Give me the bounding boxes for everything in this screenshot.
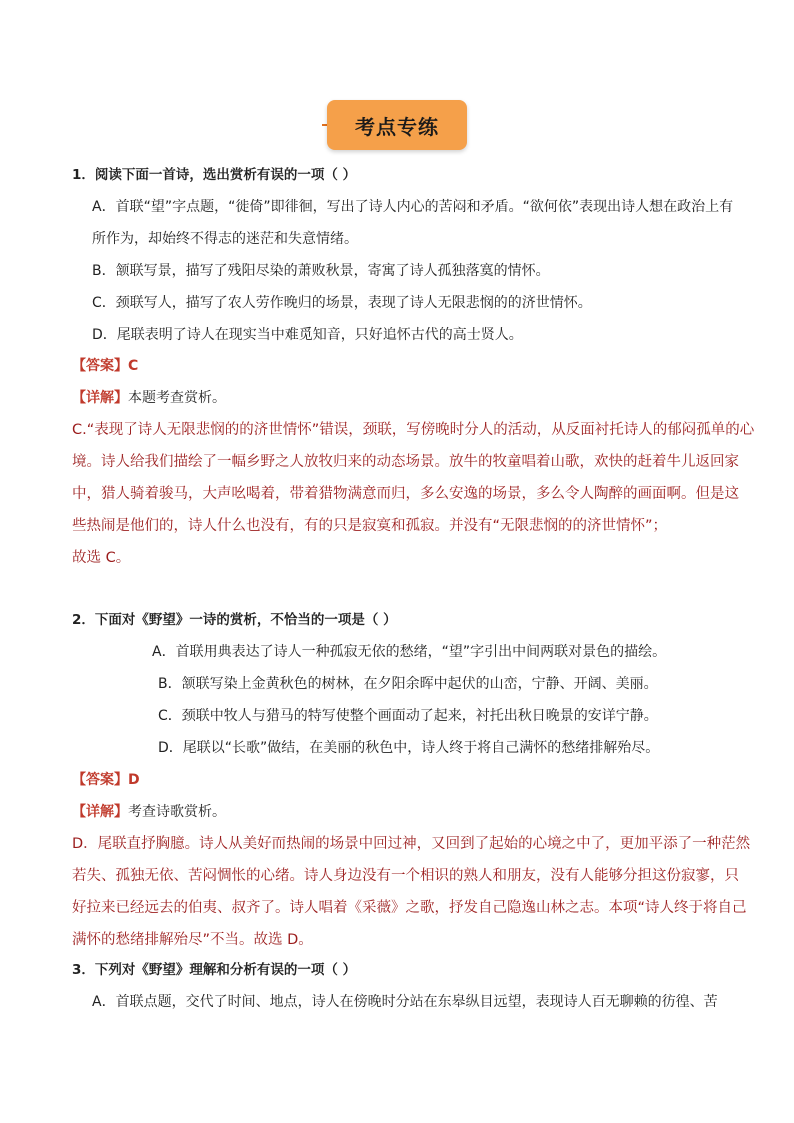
q1-explanation-line: 故选 C。 — [72, 550, 131, 566]
q2-explanation-line: 若失、孤独无依、苦闷惆怅的心绪。诗人身边没有一个相识的熟人和朋友，没有人能够分担这份寂寥，只 — [72, 868, 739, 884]
answer-value: C — [128, 358, 139, 374]
q1-explanation-line: 境。诗人给我们描绘了一幅乡野之人放牧归来的动态场景。放牛的牧童唱着山歌，欢快的赶着牛儿返回家 — [72, 454, 739, 470]
q1-option-c: C．颈联写人，描写了农人劳作晚归的场景，表现了诗人无限悲悯的的济世情怀。 — [92, 295, 592, 311]
q1-explanation-line: 些热闹是他们的，诗人什么也没有，有的只是寂寞和孤寂。并没有“无限悲悯的的济世情怀”； — [72, 518, 668, 534]
answer-label: 【答案】 — [72, 772, 128, 788]
q2-option-b: B．颔联写染上金黄秋色的树林，在夕阳余晖中起伏的山峦，宁静、开阔、美丽。 — [158, 676, 658, 692]
q2-explanation-line: D．尾联直抒胸臆。诗人从美好而热闹的场景中回过神，又回到了起始的心境之中了，更加平添了一种茫然 — [72, 836, 751, 852]
detail-label: 【详解】 — [72, 390, 128, 406]
q2-option-d: D．尾联以“长歌”做结，在美丽的秋色中，诗人终于将自己满怀的愁绪排解殆尽。 — [158, 740, 660, 756]
q1-option-b: B．颔联写景，描写了残阳尽染的萧败秋景，寄寓了诗人孤独落寞的情怀。 — [92, 263, 550, 279]
detail-intro: 考查诗歌赏析。 — [128, 804, 226, 820]
answer-label: 【答案】 — [72, 358, 128, 374]
q1-option-a: A．首联“望”字点题，“徙倚”即徘徊，写出了诗人内心的苦闷和矛盾。“欲何依”表现出诗人想在政治上有 — [92, 199, 734, 215]
q2-explanation-line: 好拉来已经远去的伯夷、叔齐了。诗人唱着《采薇》之歌，抒发自己隐逸山林之志。本项“诗人终于将自己 — [72, 900, 747, 916]
q1-answer — [72, 356, 138, 376]
q1-option-d: D．尾联表明了诗人在现实当中难觅知音，只好追怀古代的高士贤人。 — [92, 327, 523, 343]
q2-explanation-line: 满怀的愁绪排解殆尽”不当。故选 D。 — [72, 932, 313, 948]
q1-explanation-line: C.“表现了诗人无限悲悯的的济世情怀”错误，颈联，写傍晚时分人的活动，从反面衬托诗人的郁闷孤单的心 — [72, 422, 755, 438]
q2-detail — [72, 802, 226, 822]
answer-value: D — [128, 772, 140, 788]
section-title: 考点专练 — [355, 114, 439, 139]
section-title-badge — [327, 100, 467, 150]
question-3-title: 3．下列对《野望》理解和分析有误的一项（ ） — [72, 962, 357, 978]
detail-intro: 本题考查赏析。 — [128, 390, 226, 406]
detail-label: 【详解】 — [72, 804, 128, 820]
q1-option-a-cont: 所作为，却始终不得志的迷茫和失意情绪。 — [92, 231, 358, 247]
q3-option-a: A．首联点题，交代了时间、地点，诗人在傍晚时分站在东皋纵目远望，表现诗人百无聊赖的彷徨、苦 — [92, 994, 718, 1010]
q1-detail — [72, 388, 226, 408]
question-1-title: 1．阅读下面一首诗，选出赏析有误的一项（ ） — [72, 167, 357, 183]
q1-explanation-line: 中，猎人骑着骏马，大声吆喝着，带着猎物满意而归，多么安逸的场景，多么令人陶醉的画面啊。但是这 — [72, 486, 739, 502]
q2-answer — [72, 770, 140, 790]
question-2-title: 2．下面对《野望》一诗的赏析，不恰当的一项是（ ） — [72, 612, 397, 628]
q2-option-a: A．首联用典表达了诗人一种孤寂无依的愁绪，“望”字引出中间两联对景色的描绘。 — [152, 644, 667, 660]
q2-option-c: C．颈联中牧人与猎马的特写使整个画面动了起来，衬托出秋日晚景的安详宁静。 — [158, 708, 658, 724]
